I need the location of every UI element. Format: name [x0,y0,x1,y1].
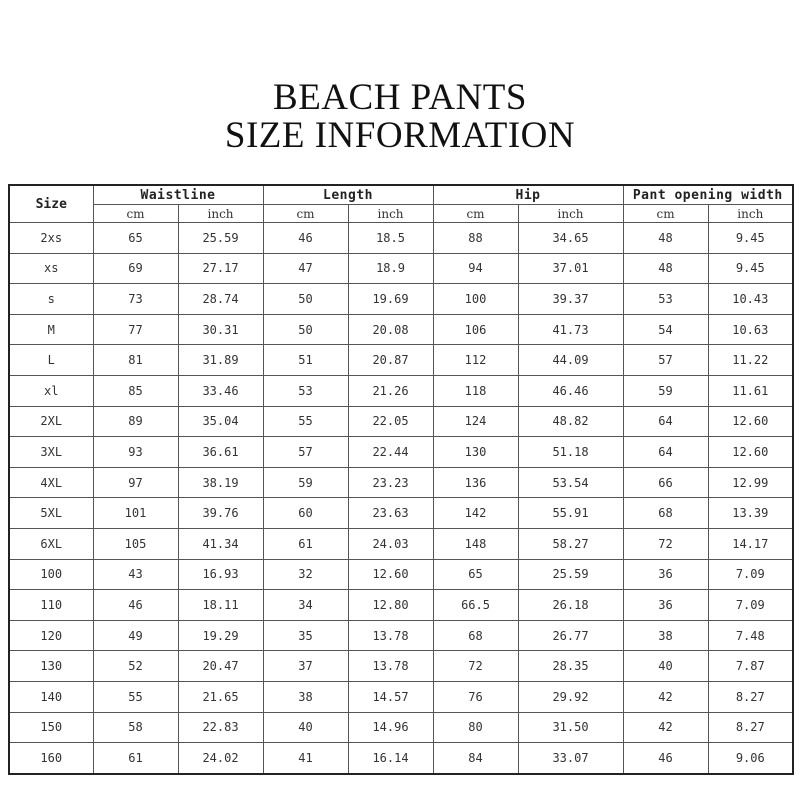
waistline-cm-cell: 58 [93,712,178,743]
waistline-cm-cell: 73 [93,284,178,315]
hip-cm-cell: 136 [433,467,518,498]
page-title-line-1: BEACH PANTS [273,77,527,118]
pant-opening-cm-cell: 68 [623,498,708,529]
pant-opening-cm-cell: 57 [623,345,708,376]
pant-opening-cm-cell: 64 [623,406,708,437]
pant-opening-cm-cell: 54 [623,314,708,345]
hip-cm-cell: 106 [433,314,518,345]
size-cell: xl [9,375,93,406]
waistline-inch-cell: 19.29 [178,620,263,651]
hip-inch-cell: 58.27 [518,528,623,559]
hip-inch-cell: 28.35 [518,651,623,682]
pant-opening-inch-cell: 11.22 [708,345,793,376]
unit-header: cm [623,205,708,223]
pant-opening-inch-cell: 12.99 [708,467,793,498]
table-row [9,467,793,498]
length-cm-cell: 59 [263,467,348,498]
waistline-cm-cell: 77 [93,314,178,345]
pant-opening-inch-cell: 12.60 [708,437,793,468]
table-row [9,651,793,682]
unit-header: inch [178,205,263,223]
waistline-cm-cell: 89 [93,406,178,437]
length-cm-cell: 55 [263,406,348,437]
length-inch-cell: 24.03 [348,528,433,559]
length-cm-cell: 35 [263,620,348,651]
pant-opening-inch-cell: 12.60 [708,406,793,437]
waistline-inch-cell: 24.02 [178,743,263,774]
group-header-waistline: Waistline [93,185,263,205]
pant-opening-inch-cell: 7.09 [708,590,793,621]
pant-opening-inch-cell: 7.87 [708,651,793,682]
waistline-inch-cell: 27.17 [178,253,263,284]
table-row [9,559,793,590]
unit-header: cm [433,205,518,223]
pant-opening-cm-cell: 59 [623,375,708,406]
unit-header: cm [263,205,348,223]
waistline-inch-cell: 18.11 [178,590,263,621]
unit-header: inch [518,205,623,223]
hip-inch-cell: 53.54 [518,467,623,498]
length-cm-cell: 57 [263,437,348,468]
table-body [9,223,793,774]
length-inch-cell: 20.08 [348,314,433,345]
size-cell: 3XL [9,437,93,468]
table-row [9,498,793,529]
pant-opening-cm-cell: 72 [623,528,708,559]
length-cm-cell: 38 [263,681,348,712]
table-row [9,314,793,345]
waistline-inch-cell: 33.46 [178,375,263,406]
pant-opening-inch-cell: 11.61 [708,375,793,406]
hip-cm-cell: 142 [433,498,518,529]
hip-inch-cell: 33.07 [518,743,623,774]
waistline-inch-cell: 16.93 [178,559,263,590]
hip-inch-cell: 44.09 [518,345,623,376]
table-row [9,528,793,559]
table-row [9,253,793,284]
length-inch-cell: 14.96 [348,712,433,743]
hip-cm-cell: 118 [433,375,518,406]
waistline-inch-cell: 31.89 [178,345,263,376]
pant-opening-inch-cell: 8.27 [708,712,793,743]
length-cm-cell: 41 [263,743,348,774]
hip-cm-cell: 88 [433,223,518,254]
pant-opening-inch-cell: 9.45 [708,253,793,284]
waistline-cm-cell: 101 [93,498,178,529]
hip-cm-cell: 72 [433,651,518,682]
size-cell: 4XL [9,467,93,498]
waistline-cm-cell: 61 [93,743,178,774]
unit-header: inch [708,205,793,223]
waistline-cm-cell: 69 [93,253,178,284]
waistline-cm-cell: 46 [93,590,178,621]
length-inch-cell: 21.26 [348,375,433,406]
waistline-inch-cell: 20.47 [178,651,263,682]
pant-opening-cm-cell: 42 [623,681,708,712]
hip-inch-cell: 29.92 [518,681,623,712]
pant-opening-cm-cell: 38 [623,620,708,651]
size-cell: 160 [9,743,93,774]
pant-opening-inch-cell: 10.43 [708,284,793,315]
length-cm-cell: 51 [263,345,348,376]
length-cm-cell: 37 [263,651,348,682]
pant-opening-cm-cell: 46 [623,743,708,774]
size-column-header: Size [9,185,93,223]
pant-opening-inch-cell: 10.63 [708,314,793,345]
group-header-pant-opening-width: Pant opening width [623,185,793,205]
length-inch-cell: 12.60 [348,559,433,590]
hip-cm-cell: 65 [433,559,518,590]
unit-header-row [9,205,793,223]
length-inch-cell: 22.05 [348,406,433,437]
size-cell: 2xs [9,223,93,254]
length-inch-cell: 13.78 [348,651,433,682]
length-inch-cell: 23.23 [348,467,433,498]
hip-inch-cell: 55.91 [518,498,623,529]
length-cm-cell: 34 [263,590,348,621]
hip-cm-cell: 148 [433,528,518,559]
length-inch-cell: 20.87 [348,345,433,376]
length-cm-cell: 40 [263,712,348,743]
pant-opening-inch-cell: 7.48 [708,620,793,651]
size-cell: s [9,284,93,315]
hip-cm-cell: 66.5 [433,590,518,621]
pant-opening-cm-cell: 48 [623,223,708,254]
hip-cm-cell: 130 [433,437,518,468]
hip-cm-cell: 84 [433,743,518,774]
length-cm-cell: 47 [263,253,348,284]
group-header-length: Length [263,185,433,205]
length-cm-cell: 61 [263,528,348,559]
waistline-cm-cell: 49 [93,620,178,651]
size-cell: 140 [9,681,93,712]
waistline-inch-cell: 21.65 [178,681,263,712]
hip-cm-cell: 76 [433,681,518,712]
size-cell: M [9,314,93,345]
waistline-cm-cell: 43 [93,559,178,590]
pant-opening-cm-cell: 36 [623,559,708,590]
pant-opening-cm-cell: 40 [623,651,708,682]
length-inch-cell: 19.69 [348,284,433,315]
pant-opening-cm-cell: 53 [623,284,708,315]
size-table [8,184,794,775]
length-cm-cell: 50 [263,314,348,345]
size-cell: xs [9,253,93,284]
length-cm-cell: 50 [263,284,348,315]
waistline-inch-cell: 36.61 [178,437,263,468]
unit-header: cm [93,205,178,223]
hip-cm-cell: 94 [433,253,518,284]
size-cell: 120 [9,620,93,651]
size-cell: 150 [9,712,93,743]
length-inch-cell: 13.78 [348,620,433,651]
waistline-inch-cell: 28.74 [178,284,263,315]
size-cell: 5XL [9,498,93,529]
table-row [9,743,793,774]
hip-inch-cell: 37.01 [518,253,623,284]
hip-cm-cell: 68 [433,620,518,651]
hip-cm-cell: 100 [433,284,518,315]
size-cell: 100 [9,559,93,590]
pant-opening-cm-cell: 36 [623,590,708,621]
table-row [9,284,793,315]
waistline-inch-cell: 38.19 [178,467,263,498]
size-cell: 6XL [9,528,93,559]
table-row [9,590,793,621]
pant-opening-inch-cell: 14.17 [708,528,793,559]
waistline-cm-cell: 52 [93,651,178,682]
waistline-inch-cell: 25.59 [178,223,263,254]
size-cell: L [9,345,93,376]
hip-inch-cell: 41.73 [518,314,623,345]
unit-header: inch [348,205,433,223]
size-cell: 2XL [9,406,93,437]
length-inch-cell: 18.5 [348,223,433,254]
waistline-inch-cell: 30.31 [178,314,263,345]
length-cm-cell: 46 [263,223,348,254]
hip-inch-cell: 26.77 [518,620,623,651]
hip-cm-cell: 80 [433,712,518,743]
waistline-cm-cell: 65 [93,223,178,254]
hip-inch-cell: 34.65 [518,223,623,254]
waistline-cm-cell: 55 [93,681,178,712]
length-inch-cell: 16.14 [348,743,433,774]
pant-opening-cm-cell: 64 [623,437,708,468]
length-inch-cell: 18.9 [348,253,433,284]
size-cell: 110 [9,590,93,621]
hip-inch-cell: 26.18 [518,590,623,621]
waistline-cm-cell: 93 [93,437,178,468]
waistline-cm-cell: 81 [93,345,178,376]
pant-opening-cm-cell: 48 [623,253,708,284]
waistline-cm-cell: 85 [93,375,178,406]
table-row [9,345,793,376]
length-inch-cell: 12.80 [348,590,433,621]
length-cm-cell: 53 [263,375,348,406]
pant-opening-inch-cell: 13.39 [708,498,793,529]
waistline-cm-cell: 105 [93,528,178,559]
hip-cm-cell: 112 [433,345,518,376]
group-header-hip: Hip [433,185,623,205]
hip-inch-cell: 31.50 [518,712,623,743]
length-inch-cell: 22.44 [348,437,433,468]
hip-inch-cell: 51.18 [518,437,623,468]
length-cm-cell: 60 [263,498,348,529]
waistline-inch-cell: 22.83 [178,712,263,743]
waistline-inch-cell: 35.04 [178,406,263,437]
table-row [9,375,793,406]
pant-opening-inch-cell: 9.45 [708,223,793,254]
page-title-line-2: SIZE INFORMATION [224,115,576,156]
waistline-inch-cell: 39.76 [178,498,263,529]
length-inch-cell: 14.57 [348,681,433,712]
pant-opening-inch-cell: 9.06 [708,743,793,774]
length-cm-cell: 32 [263,559,348,590]
size-cell: 130 [9,651,93,682]
table-row [9,712,793,743]
hip-inch-cell: 39.37 [518,284,623,315]
hip-inch-cell: 25.59 [518,559,623,590]
table-row [9,681,793,712]
hip-inch-cell: 46.46 [518,375,623,406]
length-inch-cell: 23.63 [348,498,433,529]
table-row [9,437,793,468]
pant-opening-cm-cell: 42 [623,712,708,743]
waistline-cm-cell: 97 [93,467,178,498]
table-row [9,223,793,254]
pant-opening-cm-cell: 66 [623,467,708,498]
table-row [9,406,793,437]
hip-cm-cell: 124 [433,406,518,437]
waistline-inch-cell: 41.34 [178,528,263,559]
pant-opening-inch-cell: 7.09 [708,559,793,590]
pant-opening-inch-cell: 8.27 [708,681,793,712]
table-row [9,620,793,651]
hip-inch-cell: 48.82 [518,406,623,437]
group-header-row [9,185,793,205]
